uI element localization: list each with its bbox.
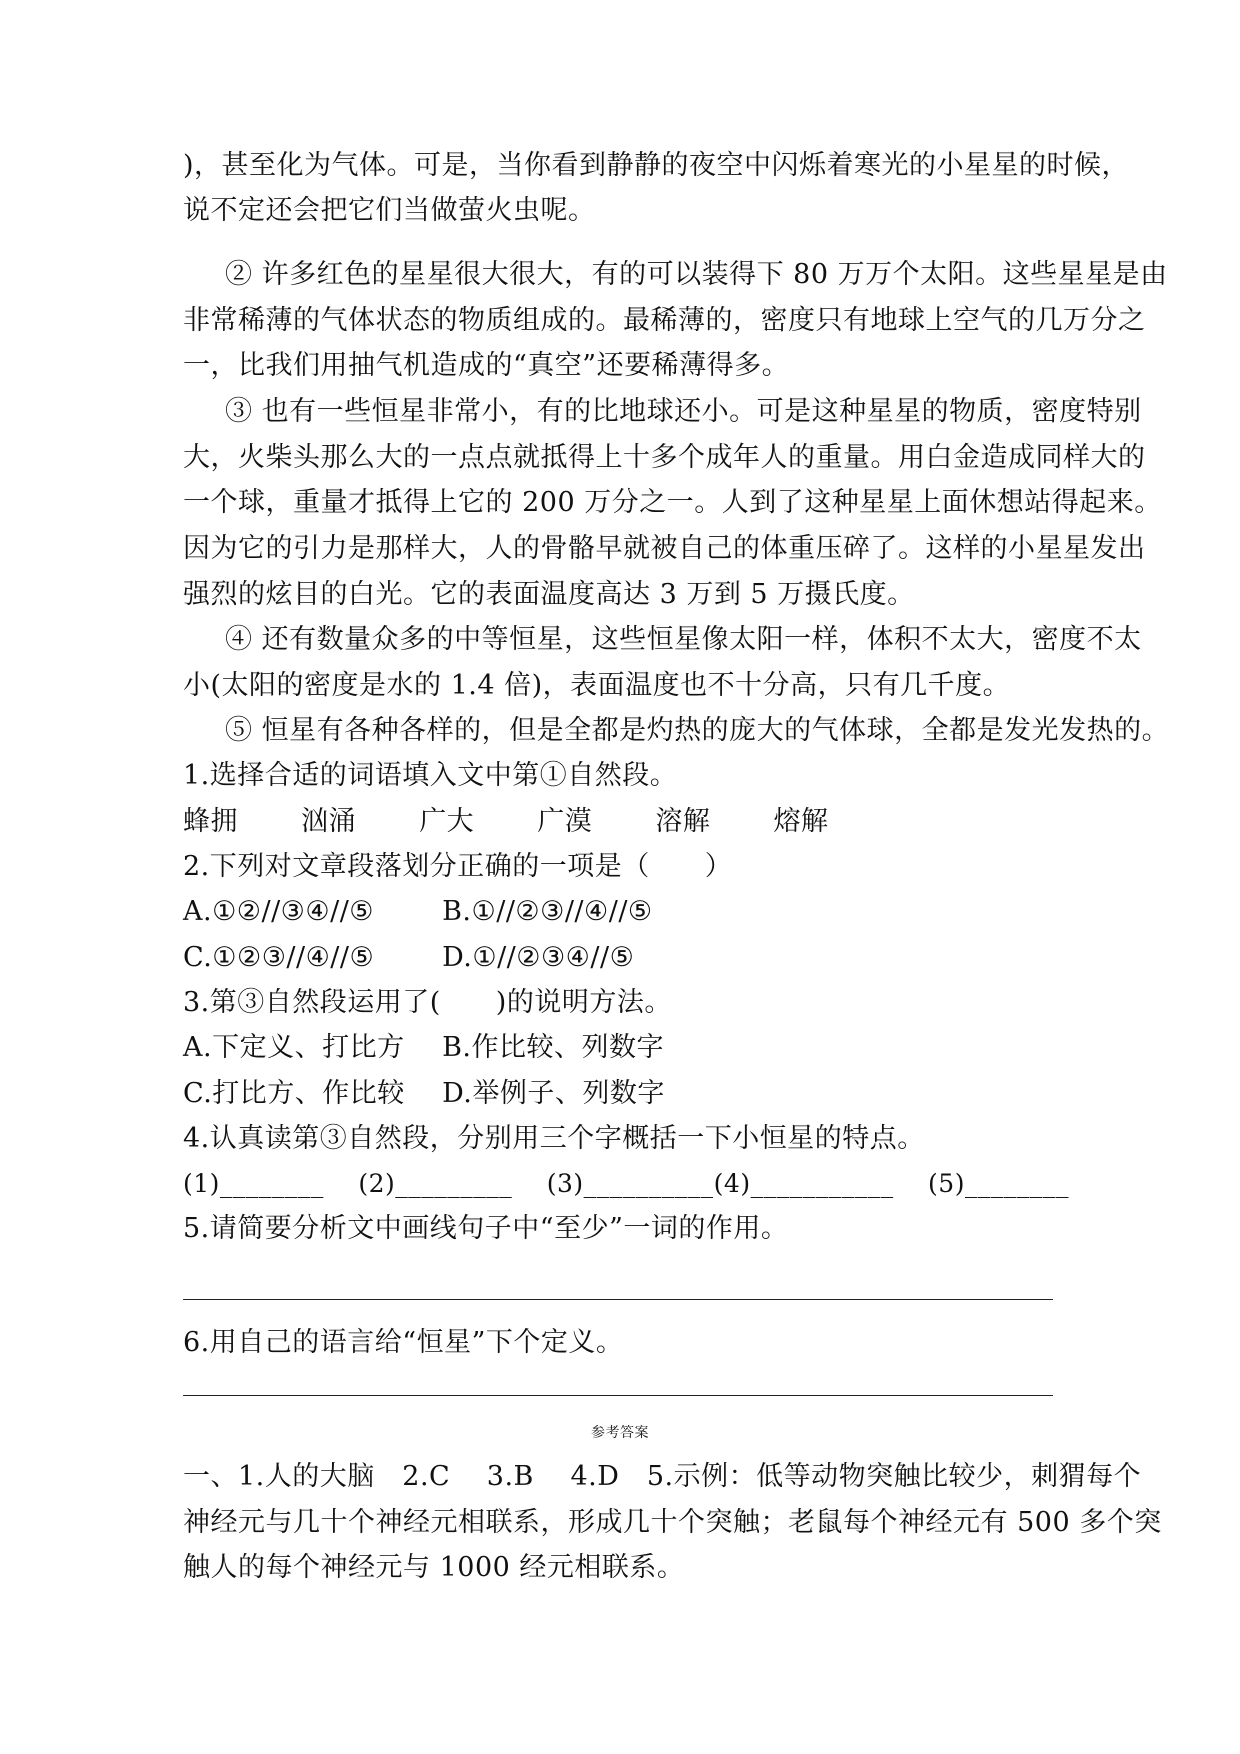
passage-p5-line1: ⑤ 恒星有各种各样的，但是全都是灼热的庞大的气体球，全都是发光发热的。 — [225, 715, 1170, 746]
answer-line-q6 — [183, 1395, 1053, 1396]
question-1: 1.选择合适的词语填入文中第①自然段。 — [183, 760, 678, 791]
option-d: D.举例子、列数字 — [442, 1078, 665, 1109]
question-5: 5.请简要分析文中画线句子中“至少”一词的作用。 — [183, 1213, 789, 1244]
passage-p3-line1: ③ 也有一些恒星非常小，有的比地球还小。可是这种星星的物质，密度特别 — [225, 396, 1142, 427]
word-option: 广大 — [419, 806, 475, 837]
passage-p3-line5: 强烈的炫目的白光。它的表面温度高达 3 万到 5 万摄氏度。 — [183, 579, 915, 610]
passage-p3-line4: 因为它的引力是那样大，人的骨骼早就被自己的体重压碎了。这样的小星星发出 — [183, 533, 1146, 564]
question-4-blanks — [183, 1166, 1069, 1202]
option-b: B.作比较、列数字 — [442, 1032, 665, 1063]
question-4: 4.认真读第③自然段，分别用三个字概括一下小恒星的特点。 — [183, 1123, 925, 1154]
question-1-word-list — [183, 804, 828, 840]
option-b: B.①//②③//④//⑤ — [442, 896, 653, 927]
passage-p2-line1: ② 许多红色的星星很大很大，有的可以装得下 80 万万个太阳。这些星星是由 — [225, 259, 1168, 290]
blank-5: (5)________ — [928, 1169, 1069, 1198]
word-option: 溶解 — [655, 806, 711, 837]
passage-p4-line2: 小(太阳的密度是水的 1.4 倍)，表面温度也不十分高，只有几千度。 — [183, 670, 1011, 701]
passage-p3-line3: 一个球，重量才抵得上它的 200 万分之一。人到了这种星星上面休想站得起来。 — [183, 487, 1162, 518]
question-3-options-row2 — [183, 1076, 692, 1112]
blank-2: (2)_________ — [358, 1169, 513, 1198]
blank-3-4: (3)__________(4)___________ — [546, 1169, 894, 1198]
word-option: 熔解 — [773, 806, 829, 837]
passage-p3-line2: 大，火柴头那么大的一点点就抵得上十多个成年人的重量。用白金造成同样大的 — [183, 442, 1146, 473]
word-option: 广漠 — [537, 806, 593, 837]
answers-title: 参考答案 — [591, 1425, 649, 1441]
option-a: A.①②//③④//⑤ — [183, 896, 374, 927]
question-3-options-row1 — [183, 1030, 692, 1066]
word-option: 蜂拥 — [183, 806, 238, 837]
question-3: 3.第③自然段运用了( )的说明方法。 — [183, 987, 672, 1018]
passage-p1-line2: 说不定还会把它们当做萤火虫呢。 — [183, 195, 596, 226]
option-c: C.打比方、作比较 — [183, 1078, 405, 1109]
question-6: 6.用自己的语言给“恒星”下个定义。 — [183, 1327, 624, 1358]
question-2-options-row2 — [183, 940, 692, 976]
passage-p2-line3: 一，比我们用抽气机造成的“真空”还要稀薄得多。 — [183, 350, 790, 381]
answers-line3: 触人的每个神经元与 1000 经元相联系。 — [183, 1552, 685, 1583]
answers-line2: 神经元与几十个神经元相联系，形成几十个突触；老鼠每个神经元有 500 多个突 — [183, 1507, 1162, 1538]
passage-p2-line2: 非常稀薄的气体状态的物质组成的。最稀薄的，密度只有地球上空气的几万分之 — [183, 305, 1146, 336]
option-d: D.①//②③④//⑤ — [442, 942, 635, 973]
word-option: 汹涌 — [301, 806, 357, 837]
answers-line1: 一、1.人的大脑 2.C 3.B 4.D 5.示例：低等动物突触比较少，刺猬每个 — [183, 1461, 1142, 1492]
passage-p1-line1: )，甚至化为气体。可是，当你看到静静的夜空中闪烁着寒光的小星星的时候， — [183, 150, 1130, 181]
blank-1: (1)________ — [183, 1169, 324, 1198]
question-2: 2.下列对文章段落划分正确的一项是（ ） — [183, 851, 733, 882]
option-c: C.①②③//④//⑤ — [183, 942, 375, 973]
option-a: A.下定义、打比方 — [183, 1032, 405, 1063]
question-2-options-row1 — [183, 894, 692, 930]
answer-line-q5 — [183, 1299, 1053, 1300]
passage-p4-line1: ④ 还有数量众多的中等恒星，这些恒星像太阳一样，体积不太大，密度不太 — [225, 624, 1142, 655]
